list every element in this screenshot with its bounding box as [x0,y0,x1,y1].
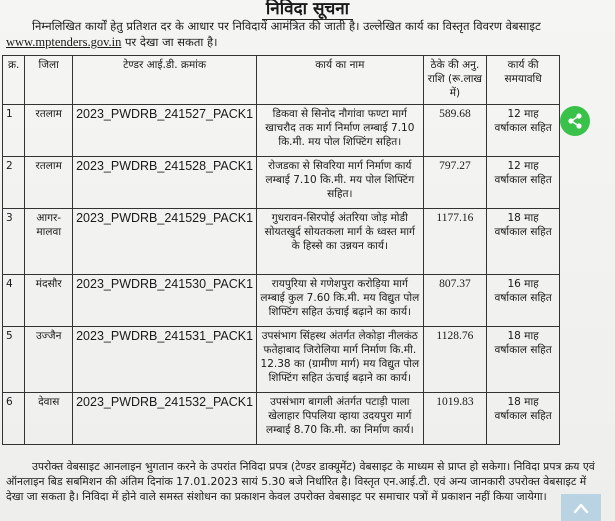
header-duration: कार्य की समयावधि [487,56,560,105]
cell-amount: 1177.16 [423,209,487,275]
cell-sn: 1 [3,105,25,157]
cell-tender-id: 2023_PWDRB_241532_PACK1 [73,393,257,445]
cell-duration: 18 माह वर्षाकाल सहित [487,393,560,445]
cell-work-name: डिकवा से सिनोद नौगांवा फण्टा मार्ग खाचरौद तक मार्ग निर्माण लम्बाई 7.10 कि.मी. मय पोल शिफ्टिंग सहित। [257,105,423,157]
header-tender-id: टेण्डर आई.डी. क्रमांक [73,56,257,105]
header-sn: क्र. [3,56,25,105]
cell-tender-id: 2023_PWDRB_241529_PACK1 [73,209,257,275]
cell-amount: 797.27 [423,157,487,209]
share-button[interactable] [560,106,590,136]
share-icon [566,112,584,130]
table-header-row [3,56,560,105]
cell-duration: 18 माह वर्षाकाल सहित [487,209,560,275]
cell-amount: 807.37 [423,275,487,327]
cell-work-name: उपसंभाग सिंहस्थ अंतर्गत लेकोड़ा नीलकंठ फतेहाबाद जिरोलिया मार्ग निर्माण कि.मी. 12.38 का (ग्रामीण मार्ग) मय विद्युत पोल शिफ्टिंग सहित ऊंचाई बढ़ाने का कार्य। [257,327,423,393]
cell-tender-id: 2023_PWDRB_241528_PACK1 [73,157,257,209]
cell-district: उज्जैन [25,327,73,393]
cell-district: मंदसौर [25,275,73,327]
cell-district: रतलाम [25,105,73,157]
header-amount: ठेके की अनु. राशि (रू.लाख में) [423,56,487,105]
cell-tender-id: 2023_PWDRB_241530_PACK1 [73,275,257,327]
cell-sn: 6 [3,393,25,445]
cell-work-name: उपसंभाग बागली अंतर्गत पटाड़ी पाला खेलाहार पिपलिया व्हाया उदयपुरा मार्ग लम्बाई 8.70 कि.मी. का निर्माण कार्य। [257,393,423,445]
cell-district: आगर-मालवा [25,209,73,275]
table-row [3,275,560,327]
cell-tender-id: 2023_PWDRB_241531_PACK1 [73,327,257,393]
header-district: जिला [25,56,73,105]
cell-duration: 18 माह वर्षाकाल सहित [487,327,560,393]
cell-sn: 5 [3,327,25,393]
table-row [3,105,560,157]
cell-duration: 12 माह वर्षाकाल सहित [487,105,560,157]
intro-text-after: पर देखा जा सकता है। [121,35,218,49]
cell-district: देवास [25,393,73,445]
notice-intro [6,18,606,50]
cell-work-name: रोजडका से सिवरिया मार्ग निर्माण कार्य लम्बाई 7.10 कि.मी. मय पोल शिफ्टिंग सहित। [257,157,423,209]
cell-work-name: गुधरावन-सिरपोई अंतरिया जोड़ मोडी सोयतखुर्द सोयतकला मार्ग के ध्वस्त मार्ग के हिस्से का उन्नयन कार्य। [257,209,423,275]
cell-duration: 16 माह वर्षाकाल सहित [487,275,560,327]
notice-title: निविदा सूचना [0,0,615,19]
cell-amount: 1128.76 [423,327,487,393]
table-row [3,157,560,209]
tender-website-link[interactable]: www.mptenders.gov.in [6,35,122,49]
cell-district: रतलाम [25,157,73,209]
header-work-name: कार्य का नाम [257,56,423,105]
table-row [3,209,560,275]
cell-work-name: रायपुरिया से गणेशपुरा करोड़िया मार्ग लम्बाई कुल 7.60 कि.मी. मय विद्युत पोल शिफ्टिंग सहित ऊंचाई बढ़ाने का कार्य। [257,275,423,327]
intro-text-before: निम्नलिखित कार्यों हेतु प्रतिशत दर के आधार पर निविदायें आमंत्रित की जाती है। उल्लेखित कार्य का विस्तृत विवरण वेबसाइट [32,19,541,33]
cell-amount: 1019.83 [423,393,487,445]
cell-sn: 2 [3,157,25,209]
notice-footer: उपरोक्त वेबसाइट आनलाइन भुगतान करने के उपरांत निविदा प्रपत्र (टेण्डर डाक्यूमेंट) वेबसाइट के माध्यम से प्राप्त हो सकेगा। निविदा प्रपत्र क्रय एवं ऑनलाइन बिड सबमिशन की अंतिम दिनांक 17.01.2023 सायं 5.30 बजे निर्धारित है। विस्तृत एन.आई.टी. एवं अन्य जानकारी उपरोक्त वेबसाइट में देखा जा सकता है। निविदा में होने वाले समस्त संशोधन का प्रकाशन केवल उपरोक्त वेबसाइट पर समाचार पत्रों में प्रकाशन नहीं किया जायेगा। [6,460,595,503]
tender-table [2,55,560,445]
cell-tender-id: 2023_PWDRB_241527_PACK1 [73,105,257,157]
chevron-up-icon [573,502,589,514]
cell-sn: 4 [3,275,25,327]
table-row [3,327,560,393]
cell-sn: 3 [3,209,25,275]
cell-duration: 12 माह वर्षाकाल सहित [487,157,560,209]
scroll-to-top-button[interactable] [561,494,601,521]
cell-amount: 589.68 [423,105,487,157]
table-row [3,393,560,445]
